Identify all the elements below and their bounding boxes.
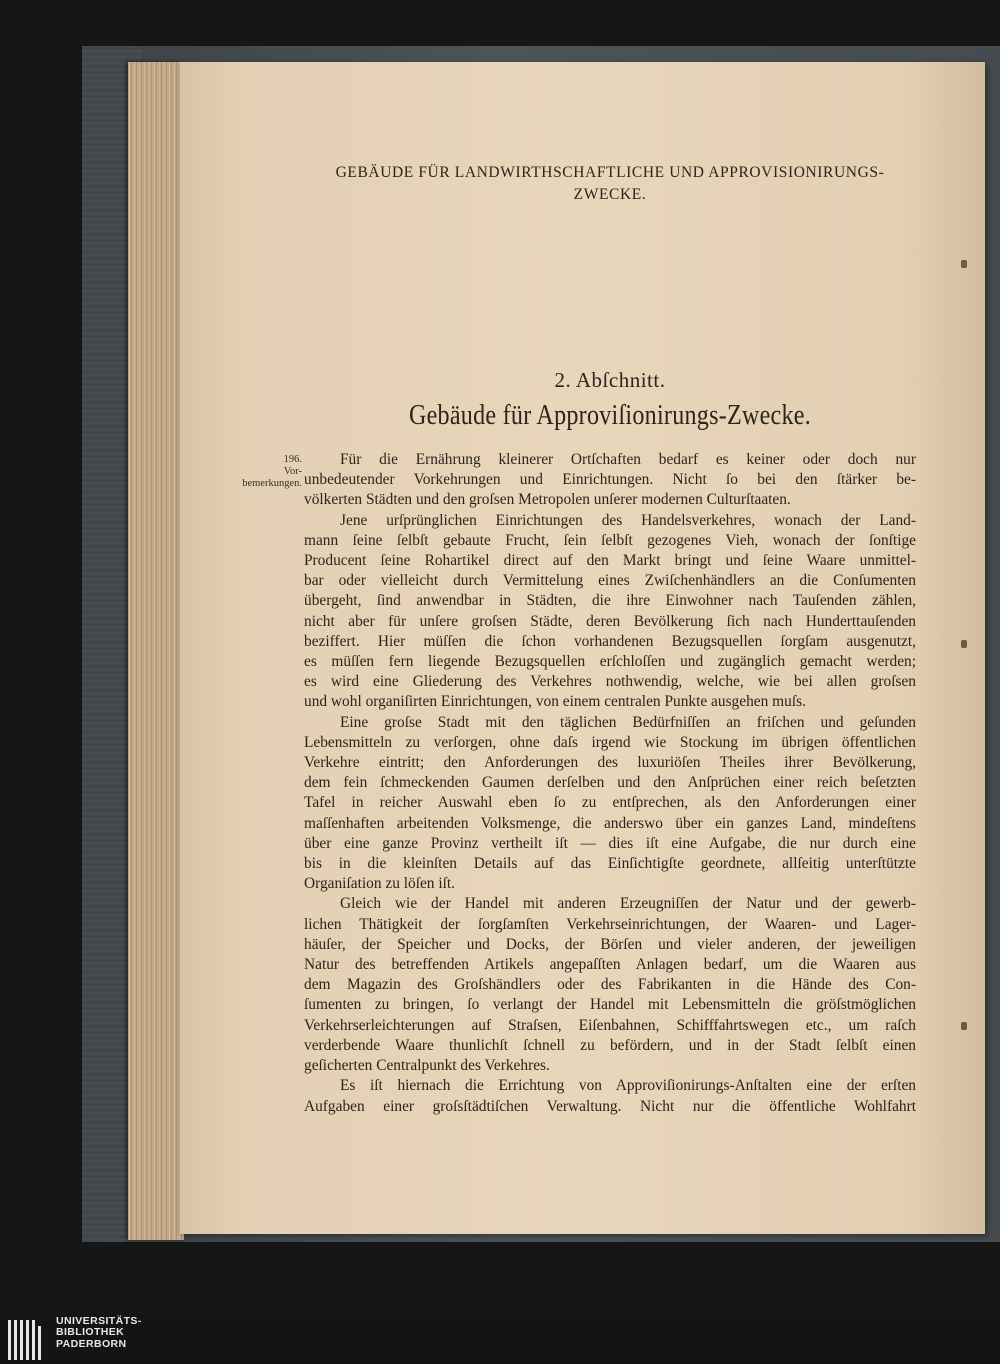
footer-bar <box>0 1314 1000 1364</box>
running-header-line-2: ZWECKE. <box>573 186 647 203</box>
text-line: mann ſeine ſelbſt gebaute Frucht, ſein ſelbſt gezogenes Vieh, wonach der ſonſtige <box>304 531 916 549</box>
page-stack-edges <box>128 62 184 1240</box>
text-line: Natur des betreffenden Artikels angepaſſten Anlagen bedarf, um die Waaren aus <box>304 956 916 974</box>
text-line: Tafel in reicher Auswahl eben ſo zu entſprechen, als den Anforderungen einer <box>304 794 916 812</box>
text-line: dem fein ſchmeckenden Gaumen derſelben und den Anſprüchen einer reich beſetzten <box>304 774 916 792</box>
margin-note-number: 196. <box>283 454 302 465</box>
text-line: verderbende Waare thunlichſt ſchnell zu befördern, und in der Stadt ſelbſt einen <box>304 1036 916 1054</box>
text-line: ſumenten zu bringen, ſo verlangt der Handel mit Lebensmitteln die gröſstmöglichen <box>304 996 916 1014</box>
text-line: es wird eine Gliederung des Verkehres nothwendig, welche, wie bei allen groſsen <box>304 673 916 691</box>
text-line: dem Magazin des Groſshändlers oder des Fabrikanten in die Hände des Con- <box>304 976 916 994</box>
logo-line: UNIVERSITÄTS- <box>56 1315 142 1327</box>
running-header-line-1: GEBÄUDE FÜR LANDWIRTHSCHAFTLICHE UND APPROVISIONIRUNGS- <box>335 164 885 181</box>
paragraph <box>304 450 916 511</box>
text-line: bis in die kleinſten Details auf das Einſichtigſte geordnete, allſeitig unterſtützte <box>304 855 916 873</box>
text-line: nicht aber für unſere groſsen Städte, deren Bevölkerung ſich nach Hunderttauſenden <box>304 612 916 630</box>
text-line: und wohl organiſirten Einrichtungen, von einem centralen Punkte ausgehen muſs. <box>304 693 806 711</box>
text-line: Lebensmitteln zu verſorgen, ohne daſs irgend wie Stockung im übrigen öffentlichen <box>304 733 916 751</box>
body-text <box>304 450 916 1117</box>
margin-note <box>216 454 302 490</box>
margin-note-line: Vor- <box>283 466 302 477</box>
logo-line: PADERBORN <box>56 1337 127 1350</box>
text-line: es müſſen fern liegende Bezugsquellen erſchloſſen und zugänglich gemacht werden; <box>304 653 916 671</box>
text-line: über eine ganze Provinz vertheilt iſt — dies iſt eine Aufgabe, die nur durch eine <box>304 834 916 852</box>
text-line: lichen Thätigkeit der ſorgſamſten Verkehrseinrichtungen, der Waaren- und Lager- <box>304 915 916 933</box>
text-line: Für die Ernährung kleinerer Ortſchaften bedarf es keiner oder doch nur <box>340 451 916 468</box>
binding-pin <box>961 260 967 268</box>
library-logo-icon <box>8 1318 48 1360</box>
binding-pin <box>961 640 967 648</box>
logo-line: BIBLIOTHEK <box>56 1326 125 1339</box>
text-line: Organiſation zu löſen iſt. <box>304 875 456 893</box>
text-line: Verkehrserleichterungen auf Straſsen, Eiſenbahnen, Schifffahrtswegen etc., um raſch <box>304 1016 916 1034</box>
library-logo-text <box>56 1316 142 1350</box>
text-line: unbedeutender Vorkehrungen und Einrichtungen. Nicht ſo bei den ſtärker be- <box>304 471 916 489</box>
text-line: völkerten Städten und den groſsen Metropolen unſerer modernen Culturſtaaten. <box>304 491 791 509</box>
binding-pin <box>961 1022 967 1030</box>
text-line: Verkehre eintritt; den Anforderungen des luxuriöſen Theiles ihrer Bevölkerung, <box>304 754 916 772</box>
text-line: beziffert. Hier müſſen die ſchon vorhandenen Bezugsquellen ſorgſam ausgenutzt, <box>304 632 916 650</box>
text-line: Producent ſeine Rohartikel direct auf den Markt bringt und ſeine Waare unmittel- <box>304 552 916 570</box>
text-line: Eine groſse Stadt mit den täglichen Bedürfniſſen an friſchen und geſunden <box>340 713 916 731</box>
text-line: Aufgaben einer groſsſtädtiſchen Verwaltung. Nicht nur die öffentliche Wohlfahrt <box>304 1097 916 1115</box>
text-line: häuſer, der Speicher und Docks, der Börſen und vieler anderen, der jeweiligen <box>304 935 916 953</box>
text-line: Jene urſprünglichen Einrichtungen des Handelsverkehres, wonach der Land- <box>340 511 916 529</box>
text-line: Gleich wie der Handel mit anderen Erzeugniſſen der Natur und der gewerb- <box>340 895 916 913</box>
paragraph <box>304 1076 916 1116</box>
text-line: maſſenhaften arbeitenden Volksmenge, die anderswo über ein ganzes Land, mindeſtens <box>304 814 916 832</box>
section-title: Gebäude für Approviſionirungs-Zwecke. <box>408 400 812 431</box>
text-line: übergeht, ſind anwendbar in Städten, die ihre Einwohner nach Tauſenden zählen, <box>304 592 916 610</box>
book-page <box>180 62 985 1234</box>
section-number: 2. Abſchnitt. <box>554 368 666 392</box>
margin-note-line: bemerkungen. <box>242 478 302 489</box>
paragraph <box>304 511 916 713</box>
paragraph <box>304 894 916 1076</box>
text-line: Es iſt hiernach die Errichtung von Approviſionirungs-Anſtalten eine der erſten <box>340 1077 916 1095</box>
text-line: bar oder vielleicht durch Vermittelung eines Zwiſchenhändlers an die Conſumenten <box>304 572 916 590</box>
paragraph <box>304 713 916 895</box>
text-line: geſicherten Centralpunkt des Verkehres. <box>304 1057 550 1075</box>
